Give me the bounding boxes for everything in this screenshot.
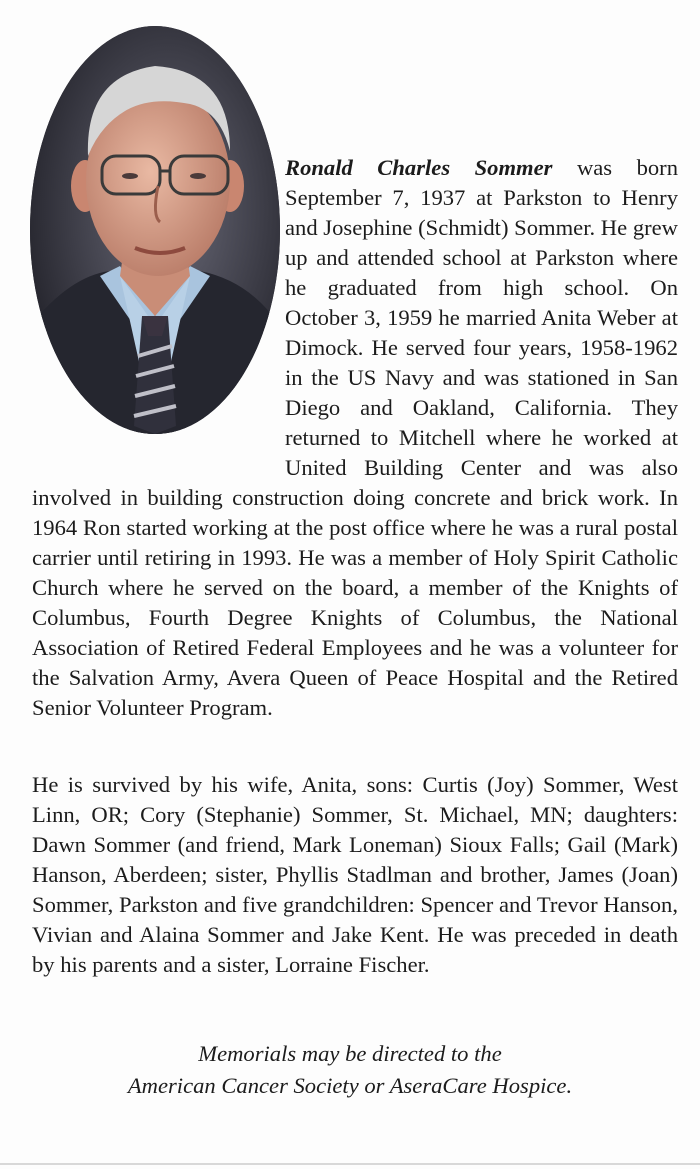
biography-text: was born September 7, 1937 at Parkston to Henry and Josephine (Schmidt) Sommer. He grew up and attended school at Parkston where he graduated from high school. On October 3, 1959 he married Anita Weber at Dimock. He served four years, 1958-1962 in the US Navy and was stationed in San Diego and Oakland, California. They returned to Mitchell where he worked at United Building Center and was also involved in building construction doing concrete and brick work. In 1964 Ron started working at the post office where he was a rural postal carrier until retiring in 1993. He was a member of Holy Spirit Catholic Church where he served on the board, a member of the Knights of Columbus, Fourth Degree Knights of Columbus, the National Association of Retired Federal Employees and he was a volunteer for the Salvation Army, Avera Queen of Peace Hospital and the Retired Senior Volunteer Program.: [32, 155, 678, 720]
survivors-paragraph: He is survived by his wife, Anita, sons: Curtis (Joy) Sommer, West Linn, OR; Cory (Stephanie) Sommer, St. Michael, MN; daughters: Dawn Sommer (and friend, Mark Loneman) Sioux Falls; Gail (Mark) Hanson, Aberdeen; sister, Phyllis Stadlman and brother, James (Joan) Sommer, Parkston and five grandchildren: Spencer and Trevor Hanson, Vivian and Alaina Sommer and Jake Kent. He was preceded in death by his parents and a sister, Lorraine Fischer.: [32, 772, 678, 977]
portrait-text-wrap-spacer: [32, 153, 285, 455]
bottom-edge: [0, 1163, 700, 1165]
memorials-line-2: American Cancer Society or AseraCare Hospice.: [127, 1073, 573, 1098]
deceased-name: Ronald Charles Sommer: [285, 155, 553, 180]
biography-paragraph: [32, 153, 678, 723]
memorials-note: [40, 1038, 660, 1102]
memorials-line-1: Memorials may be directed to the: [198, 1041, 502, 1066]
